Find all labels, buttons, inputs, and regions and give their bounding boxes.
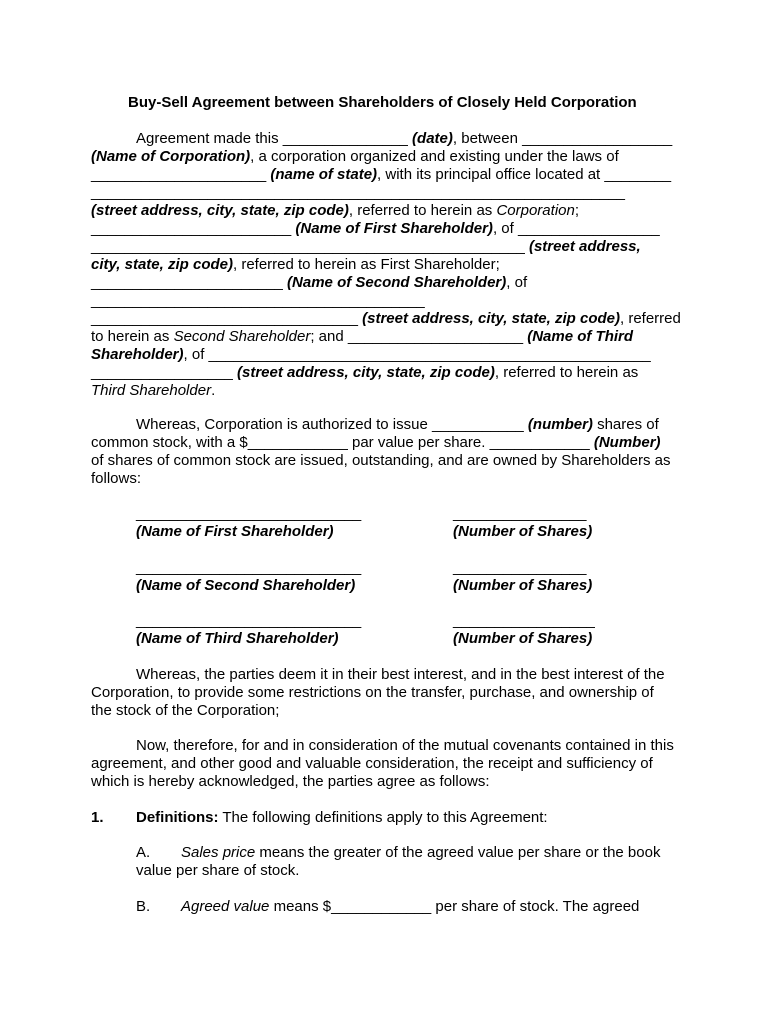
p3-line-1: Whereas, the parties deem it in their best interest, and in the best interest of the: [136, 666, 665, 683]
shareholder-1-name-line: ___________________________: [136, 505, 362, 522]
text: , referred to herein as: [348, 202, 497, 219]
second-shareholder-label: (Name of Second Shareholder): [287, 274, 507, 291]
p2-line-4: follows:: [91, 470, 142, 487]
shareholder-2-name-line: ___________________________: [136, 559, 362, 576]
corporation-name-label: (Name of Corporation): [91, 148, 251, 165]
address-label: (street address, city, state, zip code): [237, 364, 495, 381]
text: , of _____________________________________________________: [183, 346, 651, 363]
text: , with its principal office located at ________: [377, 166, 672, 183]
address-label: (street address, city, state, zip code): [362, 310, 620, 327]
text: .: [211, 382, 216, 399]
p1-line-6: [91, 220, 660, 238]
text: The following definitions apply to this Agreement:: [218, 809, 548, 826]
text: means the greater of the agreed value per share or the book: [255, 844, 661, 861]
shareholder-1-shares-label: (Number of Shares): [453, 523, 593, 540]
text: common stock, with a $____________ par value per share. ____________: [91, 434, 594, 451]
text: to herein as: [91, 328, 174, 345]
text: Agreement made this _______________: [136, 130, 413, 147]
p2-line-1: [136, 416, 659, 434]
p1-line-2: [91, 148, 619, 166]
text: , referred to herein as First Shareholder;: [232, 256, 500, 273]
third-shareholder-label: (Name of Third: [527, 328, 634, 345]
text: ;: [574, 202, 580, 219]
text: _______________________: [91, 274, 288, 291]
p1-line-11: [91, 310, 681, 328]
text: , between __________________: [452, 130, 673, 147]
shareholder-3-shares-line: _________________: [453, 612, 595, 629]
term-second-shareholder: Second Shareholder: [173, 328, 311, 345]
p1-line-9: [91, 274, 527, 292]
shareholder-1-shares-line: ________________: [453, 505, 587, 522]
address-label: (street address, city, state, zip code): [91, 202, 349, 219]
text: ________________________________: [91, 310, 363, 327]
p4-line-1: Now, therefore, for and in consideration of the mutual covenants contained in this: [136, 737, 674, 754]
p2-line-2: [91, 434, 661, 452]
text: , of _________________: [492, 220, 660, 237]
text: _________________: [91, 364, 237, 381]
p1-line-8: [91, 256, 500, 274]
p1-line-5: [91, 202, 579, 220]
state-name-label: (name of state): [270, 166, 378, 183]
document-title: Buy-Sell Agreement between Shareholders of Closely Held Corporation: [128, 94, 637, 111]
def-b-line-1: [181, 898, 639, 916]
def-a-line-2: value per share of stock.: [136, 862, 300, 879]
text: shares of: [592, 416, 659, 433]
section-1-number: 1.: [91, 809, 104, 826]
number-label: (Number): [593, 434, 661, 451]
shareholder-3-name-label: (Name of Third Shareholder): [136, 630, 339, 647]
section-1-heading-line: [136, 809, 548, 827]
text: ____________________________________________________: [91, 238, 529, 255]
p1-line-15: [91, 382, 215, 400]
p1-line-4: ________________________________________________________________: [91, 184, 625, 201]
p1-line-13: [91, 346, 651, 364]
p1-line-7: [91, 238, 641, 256]
term-agreed-value: Agreed value: [181, 898, 270, 915]
p1-line-1: [136, 130, 672, 148]
p3-line-3: the stock of the Corporation;: [91, 702, 280, 719]
text: , referred to herein as: [494, 364, 639, 381]
address-label: city, state, zip code): [91, 256, 233, 273]
term-sales-price: Sales price: [181, 844, 256, 861]
def-a-letter: A.: [136, 844, 151, 861]
term-third-shareholder: Third Shareholder: [91, 382, 212, 399]
p1-line-3: [91, 166, 671, 184]
section-1-heading: Definitions:: [136, 809, 219, 826]
text: , referred: [620, 310, 681, 327]
p1-line-14: [91, 364, 638, 382]
p3-line-2: Corporation, to provide some restrictions on the transfer, purchase, and ownership of: [91, 684, 654, 701]
date-field-label: (date): [412, 130, 453, 147]
first-shareholder-label: (Name of First Shareholder): [295, 220, 493, 237]
shareholder-2-shares-label: (Number of Shares): [453, 577, 593, 594]
p1-line-10: ________________________________________: [91, 292, 425, 309]
text: _____________________: [91, 166, 271, 183]
shareholder-2-shares-line: ________________: [453, 559, 587, 576]
shareholder-3-name-line: ___________________________: [136, 612, 362, 629]
p2-line-3: of shares of common stock are issued, outstanding, and are owned by Shareholders as: [91, 452, 671, 469]
address-label: (street address,: [528, 238, 641, 255]
def-b-letter: B.: [136, 898, 151, 915]
p4-line-2: agreement, and other good and valuable consideration, the receipt and sufficiency of: [91, 755, 653, 772]
text: means $____________ per share of stock. The agreed: [269, 898, 640, 915]
term-corporation: Corporation: [496, 202, 575, 219]
text: ; and _____________________: [310, 328, 528, 345]
number-label: (number): [527, 416, 593, 433]
text: , a corporation organized and existing under the laws of: [250, 148, 619, 165]
third-shareholder-label: Shareholder): [91, 346, 184, 363]
shareholder-3-shares-label: (Number of Shares): [453, 630, 593, 647]
text: ________________________: [91, 220, 296, 237]
shareholder-1-name-label: (Name of First Shareholder): [136, 523, 334, 540]
text: Whereas, Corporation is authorized to issue ___________: [136, 416, 528, 433]
p1-line-12: [91, 328, 633, 346]
text: , of: [506, 274, 528, 291]
shareholder-2-name-label: (Name of Second Shareholder): [136, 577, 356, 594]
p4-line-3: which is hereby acknowledged, the parties agree as follows:: [91, 773, 490, 790]
def-a-line-1: [181, 844, 660, 862]
